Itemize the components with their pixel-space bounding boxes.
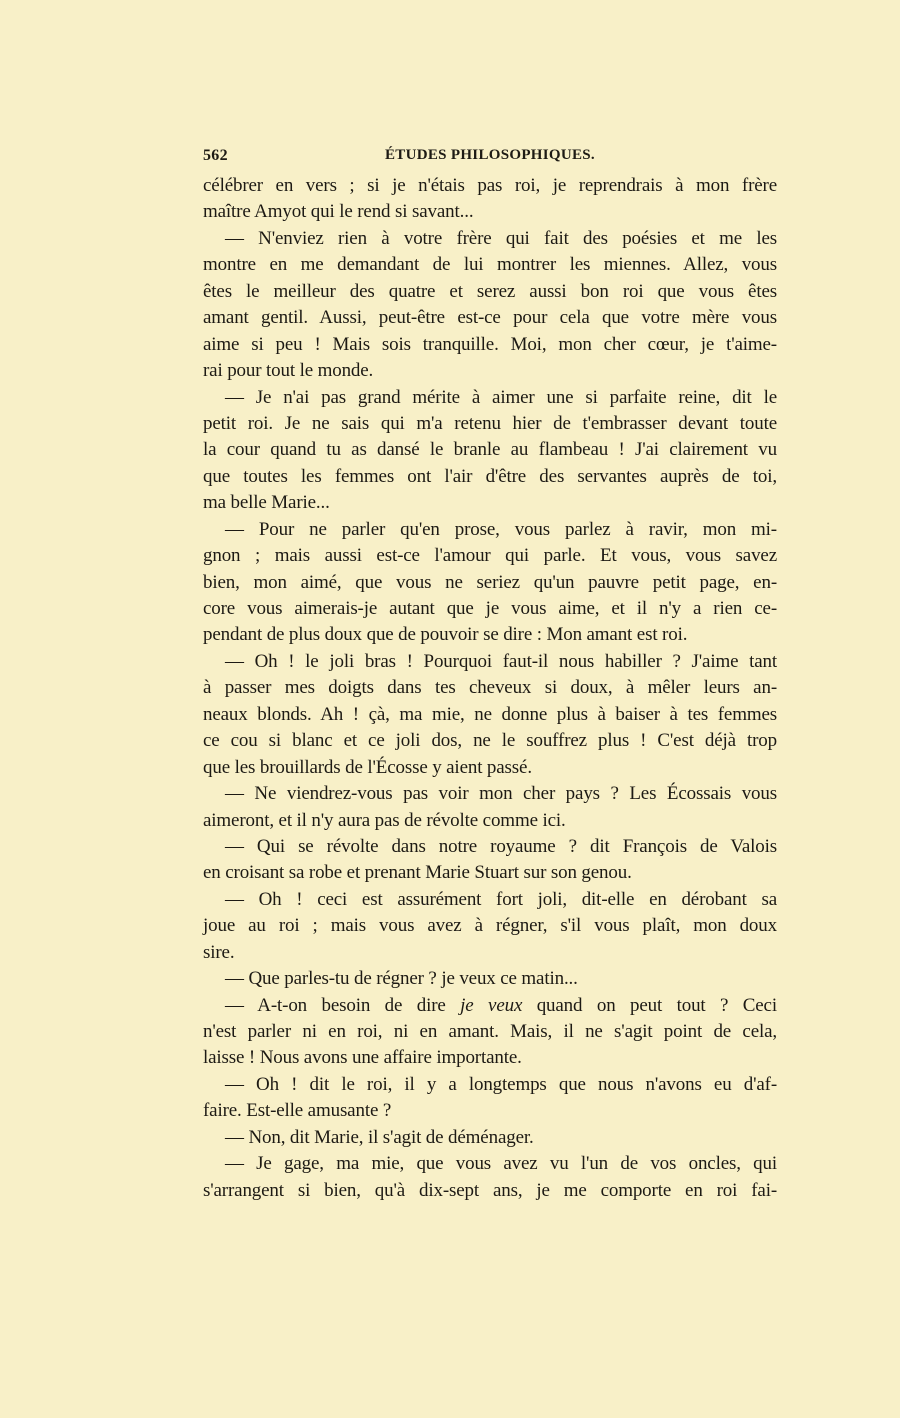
line-text: rai pour tout le monde.: [203, 360, 374, 382]
text-line: [203, 596, 777, 622]
line-text: maître Amyot qui le rend si savant...: [203, 201, 474, 223]
text-line: [203, 622, 777, 648]
book-page: [203, 143, 777, 1204]
text-line: [203, 1045, 777, 1071]
text-line: [203, 385, 777, 411]
running-title: ÉTUDES PHILOSOPHIQUES.: [385, 147, 595, 163]
line-text: que toutes les femmes ont l'air d'être des servantes auprès de toi,: [203, 465, 777, 487]
line-text: quand on peut tout ? Ceci: [536, 994, 777, 1016]
line-text: à passer mes doigts dans tes cheveux si doux, à mêler leurs an-: [203, 677, 777, 699]
text-line: [203, 543, 777, 569]
text-line: [203, 332, 777, 358]
line-text: — Je gage, ma mie, que vous avez vu l'un de vos oncles, qui: [225, 1153, 777, 1175]
line-text: amant gentil. Aussi, peut-être est-ce pour cela que votre mère vous: [203, 307, 777, 329]
text-line: [203, 834, 777, 860]
line-text: ce cou si blanc et ce joli dos, ne le souffrez plus ! C'est déjà trop: [203, 730, 777, 752]
text-line: [203, 781, 777, 807]
line-text: core vous aimerais-je autant que je vous aime, et il n'y a rien ce-: [203, 598, 777, 619]
line-text: laisse ! Nous avons une affaire importante.: [203, 1047, 522, 1069]
line-text: petit roi. Je ne sais qui m'a retenu hier de t'embrasser devant toute: [203, 412, 777, 434]
text-line: [203, 993, 777, 1019]
line-text: — A-t-on besoin de dire: [225, 994, 446, 1016]
italic-text: je veux: [460, 994, 523, 1016]
line-text: en croisant sa robe et prenant Marie Stuart sur son genou.: [203, 862, 632, 884]
text-line: [203, 808, 777, 834]
line-text: neaux blonds. Ah ! çà, ma mie, ne donne plus à baiser à tes femmes: [203, 703, 777, 725]
text-line: [203, 517, 777, 543]
text-line: [203, 464, 777, 490]
text-line: [203, 358, 777, 384]
line-text: êtes le meilleur des quatre et serez aussi bon roi que vous êtes: [203, 280, 777, 302]
line-text: — Je n'ai pas grand mérite à aimer une si parfaite reine, dit le: [225, 386, 777, 408]
text-line: [203, 966, 777, 992]
line-text: — Non, dit Marie, il s'agit de déménager.: [225, 1126, 534, 1148]
line-text: — Que parles-tu de régner ? je veux ce matin...: [225, 968, 578, 990]
line-text: faire. Est-elle amusante ?: [203, 1100, 392, 1122]
line-text: aimeront, et il n'y aura pas de révolte comme ici.: [203, 809, 566, 831]
line-text: ma belle Marie...: [203, 492, 330, 514]
line-text: joue au roi ; mais vous avez à régner, s'il vous plaît, mon doux: [203, 915, 777, 937]
text-line: [203, 940, 777, 966]
text-line: [203, 490, 777, 516]
text-line: [203, 1151, 777, 1177]
text-line: [203, 437, 777, 463]
line-text: sire.: [203, 941, 235, 963]
line-text: aime si peu ! Mais sois tranquille. Moi, mon cher cœur, je t'aime-: [203, 333, 777, 355]
text-line: [203, 755, 777, 781]
line-text: n'est parler ni en roi, ni en amant. Mais, il ne s'agit point de cela,: [203, 1021, 777, 1042]
text-line: [203, 252, 777, 278]
text-line: [203, 173, 777, 199]
text-line: [203, 226, 777, 252]
line-text: la cour quand tu as dansé le branle au flambeau ! J'ai clairement vu: [203, 439, 777, 461]
text-line: [203, 702, 777, 728]
line-text: — Oh ! ceci est assurément fort joli, dit-elle en dérobant sa: [225, 888, 777, 910]
line-text: montre en me demandant de lui montrer les miennes. Allez, vous: [203, 254, 777, 276]
page-header: [203, 143, 777, 173]
text-line: [203, 199, 777, 225]
line-text: — N'enviez rien à votre frère qui fait des poésies et me les: [225, 227, 777, 249]
text-line: [203, 411, 777, 437]
text-line: [203, 887, 777, 913]
line-text: — Pour ne parler qu'en prose, vous parlez à ravir, mon mi-: [225, 518, 777, 540]
line-text: célébrer en vers ; si je n'étais pas roi, je reprendrais à mon frère: [203, 175, 777, 196]
text-line: [203, 1178, 777, 1204]
text-line: [203, 1019, 777, 1045]
text-line: [203, 860, 777, 886]
line-text: bien, mon aimé, que vous ne seriez qu'un pauvre petit page, en-: [203, 571, 777, 593]
text-line: [203, 279, 777, 305]
text-line: [203, 649, 777, 675]
text-line: [203, 913, 777, 939]
page-number: 562: [203, 147, 228, 164]
line-text: s'arrangent si bien, qu'à dix-sept ans, je me comporte en roi fai-: [203, 1179, 777, 1201]
line-text: que les brouillards de l'Écosse y aient passé.: [203, 756, 532, 778]
body-text: [203, 173, 777, 1204]
line-text: — Oh ! dit le roi, il y a longtemps que nous n'avons eu d'af-: [225, 1073, 777, 1095]
line-text: — Oh ! le joli bras ! Pourquoi faut-il nous habiller ? J'aime tant: [225, 650, 777, 672]
text-line: [203, 1125, 777, 1151]
text-line: [203, 675, 777, 701]
text-line: [203, 305, 777, 331]
text-line: [203, 570, 777, 596]
text-line: [203, 1072, 777, 1098]
line-text: — Qui se révolte dans notre royaume ? dit François de Valois: [225, 835, 777, 857]
line-text: gnon ; mais aussi est-ce l'amour qui parle. Et vous, vous savez: [203, 545, 777, 567]
line-text: pendant de plus doux que de pouvoir se dire : Mon amant est roi.: [203, 624, 688, 646]
line-text: — Ne viendrez-vous pas voir mon cher pays ? Les Écossais vous: [225, 783, 777, 805]
text-line: [203, 1098, 777, 1124]
text-line: [203, 728, 777, 754]
